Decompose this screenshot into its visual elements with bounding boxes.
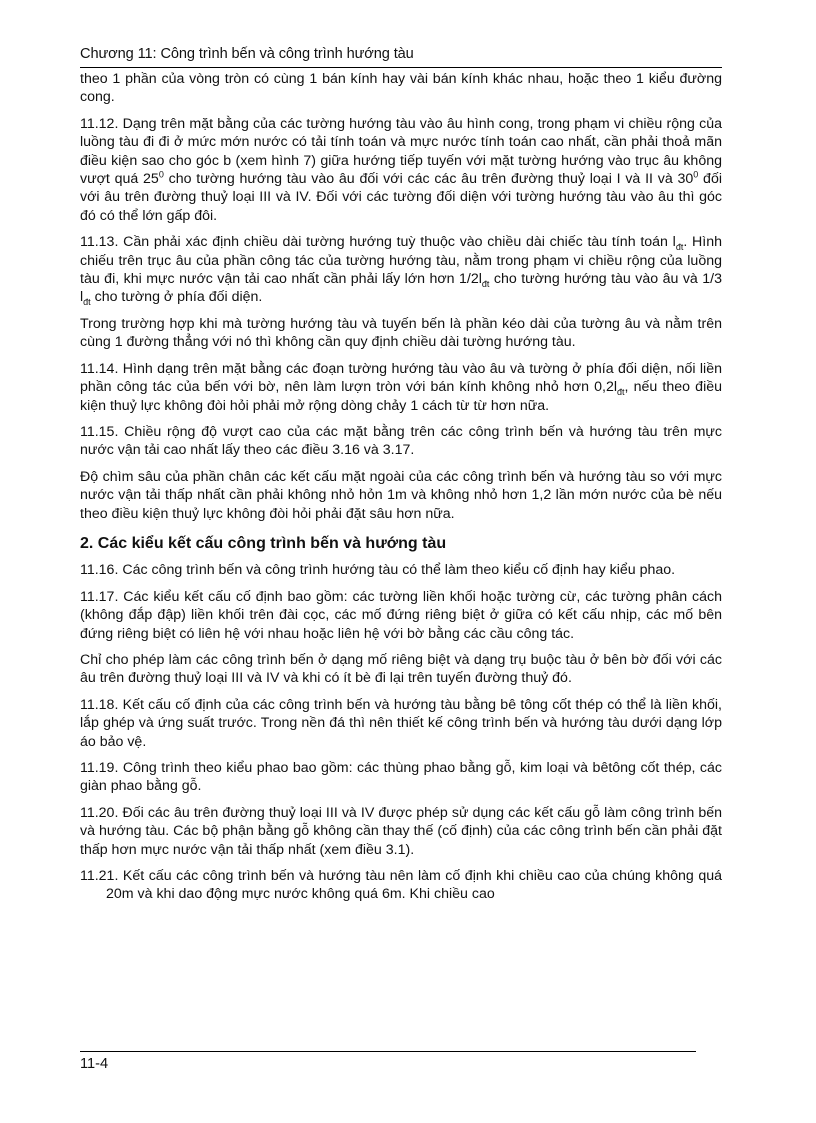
paragraph: Độ chìm sâu của phần chân các kết cấu mặt ngoài của các công trình bến và hướng tàu so với mực nước vận tải thấp nhất cần phải không nhỏ hỏn 1m và không nhỏ hơn 1,2 lần mớn nước của bè nếu theo điều kiện thuỷ lực không đòi hỏi phải đặt sâu hơn nữa.: [80, 468, 722, 522]
header-divider: [80, 67, 722, 68]
page-header: Chương 11: Công trình bến và công trình hướng tàu: [80, 46, 414, 62]
text-run: , nếu theo điều kiện thuỷ lực không đòi hỏi phải mở rộng dòng chảy 1 cách từ từ hơn nữa.: [80, 379, 723, 414]
superscript: 0: [693, 169, 699, 180]
paragraph: Chỉ cho phép làm các công trình bến ở dạng mố riêng biệt và dạng trụ buộc tàu ở bên bờ đối với các âu trên đường thuỷ loại III và IV và khi có ít bè đi lại trên tuyến đường thuỷ đó.: [80, 651, 722, 687]
page-body: [80, 70, 722, 912]
paragraph-11-13: [80, 233, 722, 307]
section-heading: 2. Các kiểu kết cấu công trình bến và hướng tàu: [80, 534, 447, 552]
text-run: cho tường ở phía đối diện.: [90, 289, 263, 306]
paragraph-11-17: 11.17. Các kiểu kết cấu cố định bao gồm: các tường liền khối hoặc tường cừ, các tường phân cách (không đắp đập) liền khối trên đài cọc, các mố đứng riêng biệt ở giữa có kết cấu nhịp, các mố bên đứng riêng biệt có liên hệ với nhau hoặc liên hệ với bờ bằng các cầu công tác.: [80, 588, 722, 642]
paragraph: Trong trường hợp khi mà tường hướng tàu và tuyến bến là phần kéo dài của tường âu và nằm trên cùng 1 đường thẳng với nó thì không cần quy định chiều dài tường hướng tàu.: [80, 315, 722, 351]
subscript: đt: [617, 386, 625, 397]
paragraph-11-18: 11.18. Kết cấu cố định của các công trình bến và hướng tàu bằng bê tông cốt thép có thể là liền khối, lắp ghép và ứng suất trước. Trong nền đá thì nên thiết kế công trình bến và hướng tàu dưới dạng lớp áo bảo vệ.: [80, 696, 722, 750]
text-run: . Hình chiếu trên trục âu của phần công tác của tường hướng tàu, nằm trong phạm vi chiều rộng của luồng tàu đi, khi mực nước vận tải cao nhất cần phải lấy lớn hơn 1/2l: [80, 234, 722, 288]
subscript: đt: [675, 242, 684, 253]
paragraph: theo 1 phần của vòng tròn có cùng 1 bán kính hay vài bán kính khác nhau, hoặc theo 1 kiểu đường cong.: [80, 71, 722, 106]
text-run: đối với âu trên đường thuỷ loại III và IV. Đối với các tường đối diện với tường hướng tàu vào âu thì góc đó có thể lớn gấp đôi.: [80, 171, 722, 224]
subscript: đt: [83, 297, 91, 308]
text-run: 11.14. Hình dạng trên mặt bằng các đoạn tường hướng tàu vào âu và tường ở phía đối diện, nối liền phần công tác của bến với bờ, nên làm lượn tròn với bán kính không nhỏ hơn 0,2l: [80, 360, 722, 396]
text-run: 11.13. Cần phải xác định chiều dài tường hướng tuỳ thuộc vào chiều dài chiếc tàu tính toán l: [80, 234, 676, 251]
paragraph-11-21: 11.21. Kết cấu các công trình bến và hướng tàu nên làm cố định khi chiều cao của chúng không quá 20m và khi dao động mực nước không quá 6m. Khi chiều cao: [80, 868, 722, 903]
paragraph-11-19: 11.19. Công trình theo kiểu phao bao gồm: các thùng phao bằng gỗ, kim loại và bêtông cốt thép, các giàn phao bằng gỗ.: [80, 760, 722, 795]
paragraph-11-15: 11.15. Chiều rộng độ vượt cao của các mặt bằng trên các công trình bến và hướng tàu trên mực nước vận tải cao nhất lấy theo các điều 3.16 và 3.17.: [80, 423, 722, 459]
text-run: cho tường hướng tàu vào âu đối với các các âu trên đường thuỷ loại I và II và 30: [163, 171, 694, 188]
footer-divider: [80, 1051, 696, 1052]
paragraph-11-16: 11.16. Các công trình bến và công trình hướng tàu có thể làm theo kiểu cố định hay kiểu phao.: [80, 562, 676, 579]
text-run: 11.12. Dạng trên mặt bằng của các tường hướng tàu vào âu hình cong, trong phạm vi chiều rộng của luồng tàu đi đi ở mức mớn nước có tải tính toán và mực nước tính toán cao nhất, cần phải thoả mãn điều kiện sao cho góc b (xem hình 7) giữa hướng tiếp tuyến với mặt tường hướng vào trục âu không vượt quá 25: [80, 115, 722, 188]
subscript: đt: [481, 278, 490, 289]
paragraph-11-14: [80, 360, 722, 415]
superscript: 0: [158, 169, 164, 180]
text-run: cho tường hướng tàu vào âu và 1/3 l: [80, 271, 722, 306]
page-number: 11-4: [80, 1056, 109, 1072]
paragraph-11-12: [80, 115, 722, 225]
paragraph-11-20: 11.20. Đối các âu trên đường thuỷ loại III và IV được phép sử dụng các kết cấu gỗ làm công trình bến và hướng tàu. Các bộ phận bằng gỗ không cần thay thế (cố định) của các công trình bến cần phải đặt thấp hơn mực nước vận tải thấp nhất (xem điều 3.1).: [80, 804, 722, 858]
